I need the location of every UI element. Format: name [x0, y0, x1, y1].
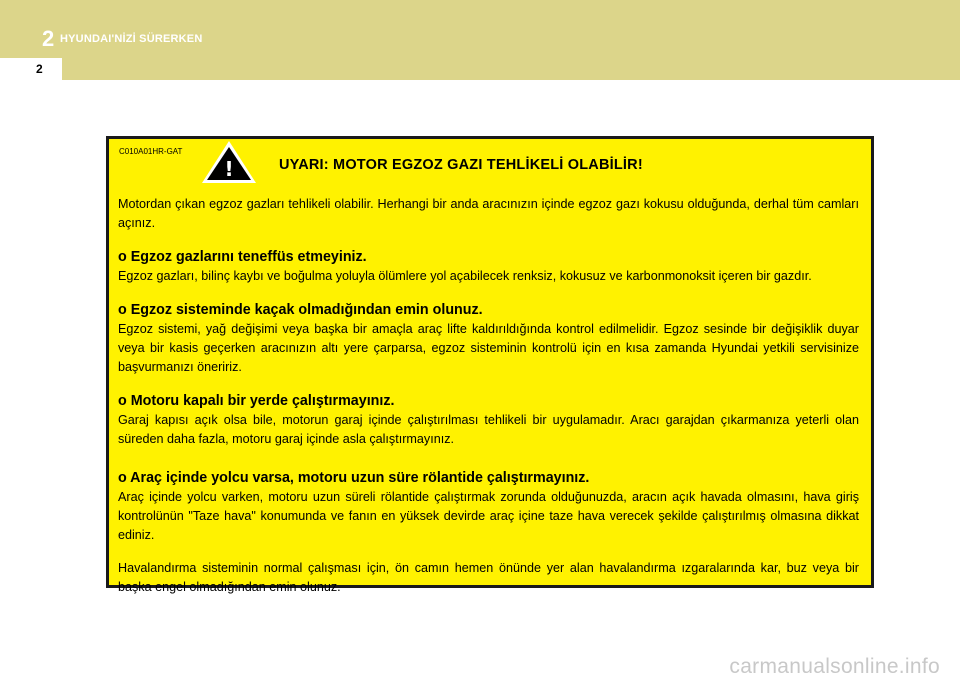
chapter-title: HYUNDAI'NİZİ SÜRERKEN — [60, 33, 203, 45]
header-band — [0, 0, 960, 58]
page-number: 2 — [36, 62, 43, 76]
watermark: carmanualsonline.info — [729, 655, 940, 678]
warning-intro: Motordan çıkan egzoz gazları tehlikeli olabilir. Herhangi bir anda aracınızın içinde egzoz gazı kokusu olduğunda, derhal tüm camları açınız. — [118, 197, 859, 230]
warning-title: UYARI: MOTOR EGZOZ GAZI TEHLİKELİ OLABİLİR! — [279, 157, 643, 173]
item-heading: o Egzoz gazlarını teneffüs etmeyiniz. — [118, 249, 367, 265]
warning-content — [118, 195, 859, 597]
item-body: Araç içinde yolcu varken, motoru uzun süreli rölantide çalıştırmak zorunda olduğunuzda, aracın açık havada olmasını, hava giriş kontrolünün "Taze hava" konumunda ve fanın en yüksek devirde araç içine taze hava verecek şekilde çalıştırılmış olmasına dikkat ediniz. — [118, 490, 859, 542]
item-body: Egzoz sistemi, yağ değişimi veya başka bir amaçla araç lifte kaldırıldığında kontrol edilmelidir. Egzoz sesinde bir değişiklik duyar veya bir kasis geçerken aracınızın altı yere çarparsa, egzoz sisteminin kontrolü için en kısa zamanda Hyundai yetkili servisinize başvurmanızı öneririz. — [118, 322, 859, 374]
chapter-number: 2 — [42, 26, 55, 51]
item-body: Egzoz gazları, bilinç kaybı ve boğulma yoluyla ölümlere yol açabilecek renksiz, kokusuz ve karbonmonoksit içeren bir gazdır. — [118, 269, 812, 283]
warning-box — [106, 136, 874, 594]
warning-icon-symbol: ! — [224, 157, 234, 181]
item-body: Garaj kapısı açık olsa bile, motorun garaj içinde çalıştırılması tehlikeli bir uygulamadır. Aracı garajdan çıkarmanıza yeterli olan süreden daha fazla, motoru garaj içinde asla çalıştırmayınız. — [118, 413, 859, 446]
warning-triangle-icon — [201, 140, 257, 184]
warning-closing: Havalandırma sisteminin normal çalışması için, ön camın hemen önünde yer alan havalandırma ızgaralarında kar, buz veya bir başka engel olmadığından emin olunuz. — [118, 561, 859, 594]
page-tab — [0, 58, 960, 80]
warning-code: C010A01HR-GAT — [119, 147, 183, 156]
item-heading: o Motoru kapalı bir yerde çalıştırmayınız. — [118, 393, 395, 409]
item-heading: o Araç içinde yolcu varsa, motoru uzun süre rölantide çalıştırmayınız. — [118, 470, 590, 486]
item-heading: o Egzoz sisteminde kaçak olmadığından emin olunuz. — [118, 302, 483, 318]
